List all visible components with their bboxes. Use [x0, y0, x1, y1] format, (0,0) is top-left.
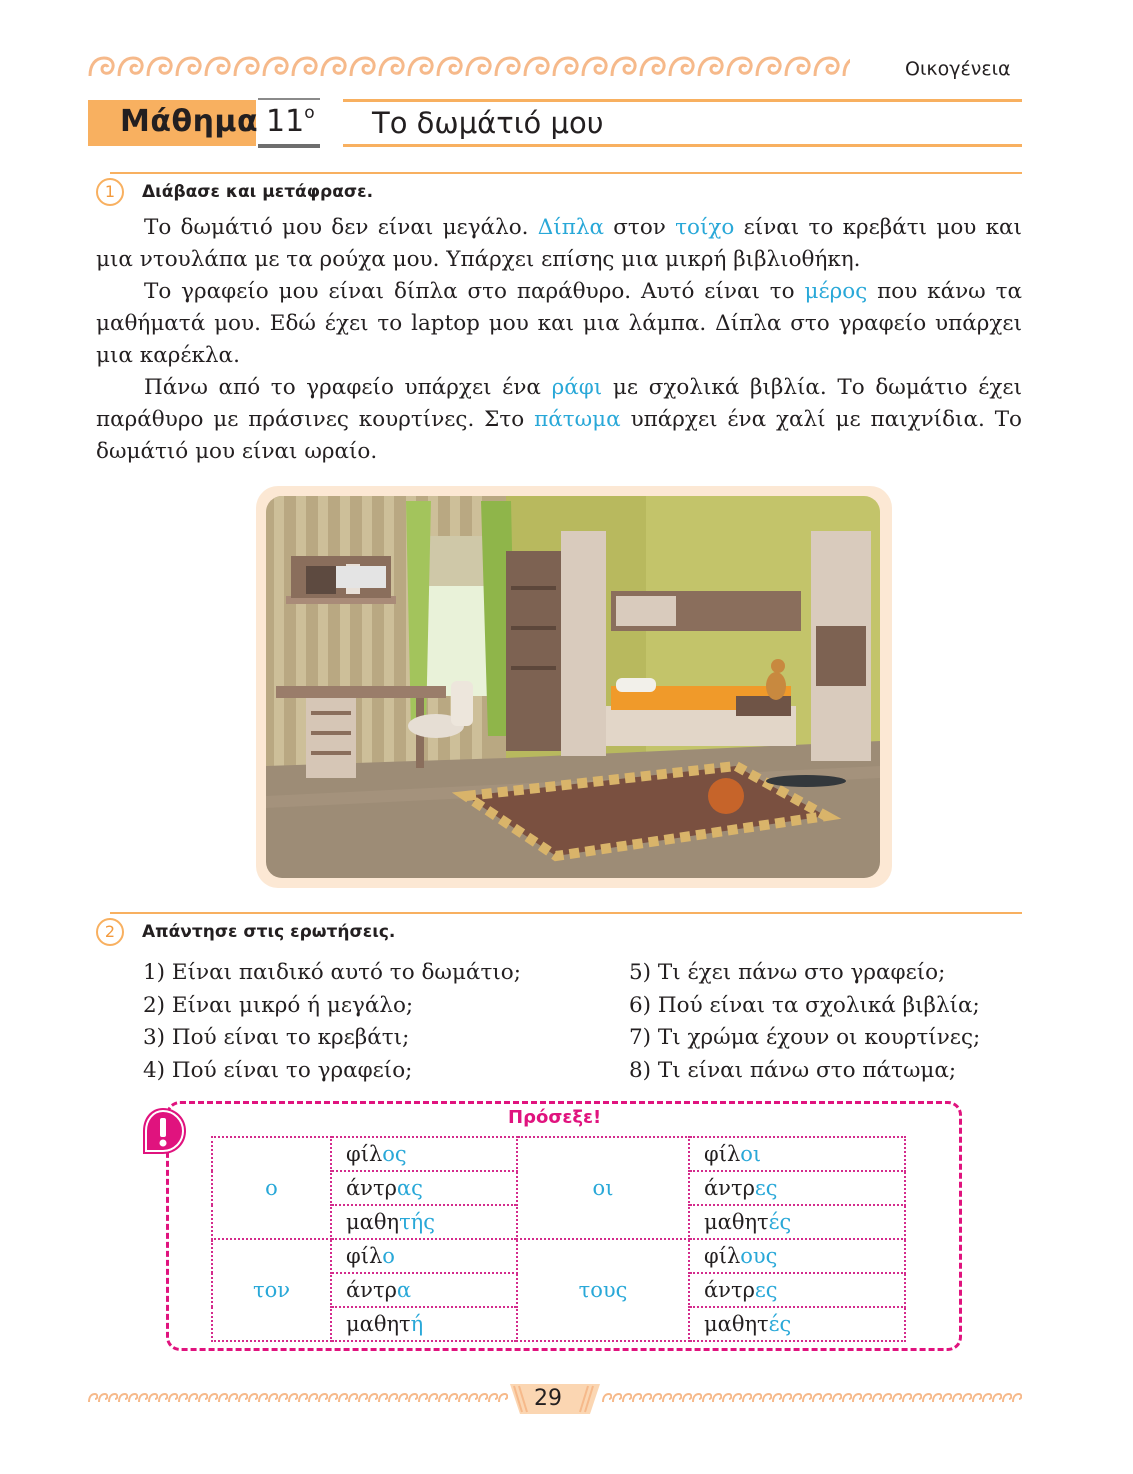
questions-right — [629, 957, 980, 1087]
article-pl-accusative: τους — [517, 1239, 689, 1341]
footer-wave-right — [602, 1391, 1022, 1405]
question-4: 4) Πού είναι το γραφείο; — [143, 1057, 413, 1083]
word-cell: μαθητή — [331, 1307, 517, 1341]
word-cell: φίλους — [689, 1239, 905, 1273]
reading-text — [96, 212, 1022, 468]
page-number: 29 — [534, 1386, 562, 1411]
section-title: Οικογένεια — [905, 58, 1011, 80]
word-cell: άντρες — [689, 1273, 905, 1307]
reading-paragraph-3: Πάνω από το γραφείο υπάρχει ένα ράφι με σχολικά βιβλία. Το δωμάτιο έχει παράθυρο με πράσινες κουρτίνες. Στο πάτωμα υπάρχει ένα χαλί με παιχνίδια. Το δωμάτιό μου είναι ωραίο. — [96, 375, 1022, 464]
lesson-title: Το δωμάτιό μου — [372, 106, 604, 140]
word-cell: φίλος — [331, 1137, 517, 1171]
question-6: 6) Πού είναι τα σχολικά βιβλία; — [629, 992, 980, 1018]
question-7: 7) Τι χρώμα έχουν οι κουρτίνες; — [629, 1025, 981, 1050]
footer-wave-left — [88, 1391, 508, 1405]
question-3: 3) Πού είναι το κρεβάτι; — [143, 1025, 410, 1050]
article-sg-nominative: ο — [212, 1137, 331, 1239]
table-row — [212, 1239, 905, 1273]
questions-left — [143, 957, 521, 1087]
question-1: 1) Είναι παιδικό αυτό το δωμάτιο; — [143, 960, 521, 985]
exercise-2-instruction: Απάντησε στις ερωτήσεις. — [142, 922, 396, 942]
exercise-1-number: 1 — [96, 178, 124, 206]
exclamation-icon — [137, 1105, 189, 1157]
question-8: 8) Τι είναι πάνω στο πάτωμα; — [629, 1057, 957, 1083]
word-cell: άντρα — [331, 1273, 517, 1307]
reading-paragraph-2: Το γραφείο μου είναι δίπλα στο παράθυρο. Αυτό είναι το μέρος που κάνω τα μαθήματά μου. Εδώ έχει το laptop μου και μια λάμπα. Δίπλα στο γραφείο υπάρχει μια καρέκλα. — [96, 279, 1023, 368]
title-rule-top — [343, 99, 1022, 102]
exercise-1-rule — [110, 172, 1022, 174]
exercise-2-rule — [110, 912, 1022, 914]
article-pl-nominative: οι — [517, 1137, 689, 1239]
word-cell: μαθητές — [689, 1307, 905, 1341]
lesson-number: $11^o$ — [266, 103, 315, 139]
title-rule-bottom — [343, 144, 1022, 147]
word-cell: άντρας — [331, 1171, 517, 1205]
word-cell: φίλοι — [689, 1137, 905, 1171]
question-5: 5) Τι έχει πάνω στο γραφείο; — [629, 960, 946, 985]
question-2: 2) Είναι μικρό ή μεγάλο; — [143, 992, 414, 1018]
exercise-2-number: 2 — [96, 918, 124, 946]
decorative-wave-band — [88, 54, 850, 80]
lesson-label: Μάθημα — [120, 104, 259, 139]
reading-paragraph-1: Το δωμάτιό μου δεν είναι μεγάλο. Δίπλα στον τοίχο είναι το κρεβάτι μου και μια ντουλάπα με τα ρούχα μου. Υπάρχει επίσης μια μικρή βιβλιοθήκη. — [96, 215, 1022, 272]
word-cell: μαθητές — [689, 1205, 905, 1239]
note-title: Πρόσεξε! — [508, 1107, 602, 1128]
word-cell: μαθητής — [331, 1205, 517, 1239]
bedroom-photo — [266, 496, 880, 878]
word-cell: άντρες — [689, 1171, 905, 1205]
exercise-1-instruction: Διάβασε και μετάφρασε. — [142, 182, 374, 202]
word-cell: φίλο — [331, 1239, 517, 1273]
table-row — [212, 1137, 905, 1171]
article-sg-accusative: τον — [212, 1239, 331, 1341]
article-declension-table — [211, 1136, 906, 1342]
